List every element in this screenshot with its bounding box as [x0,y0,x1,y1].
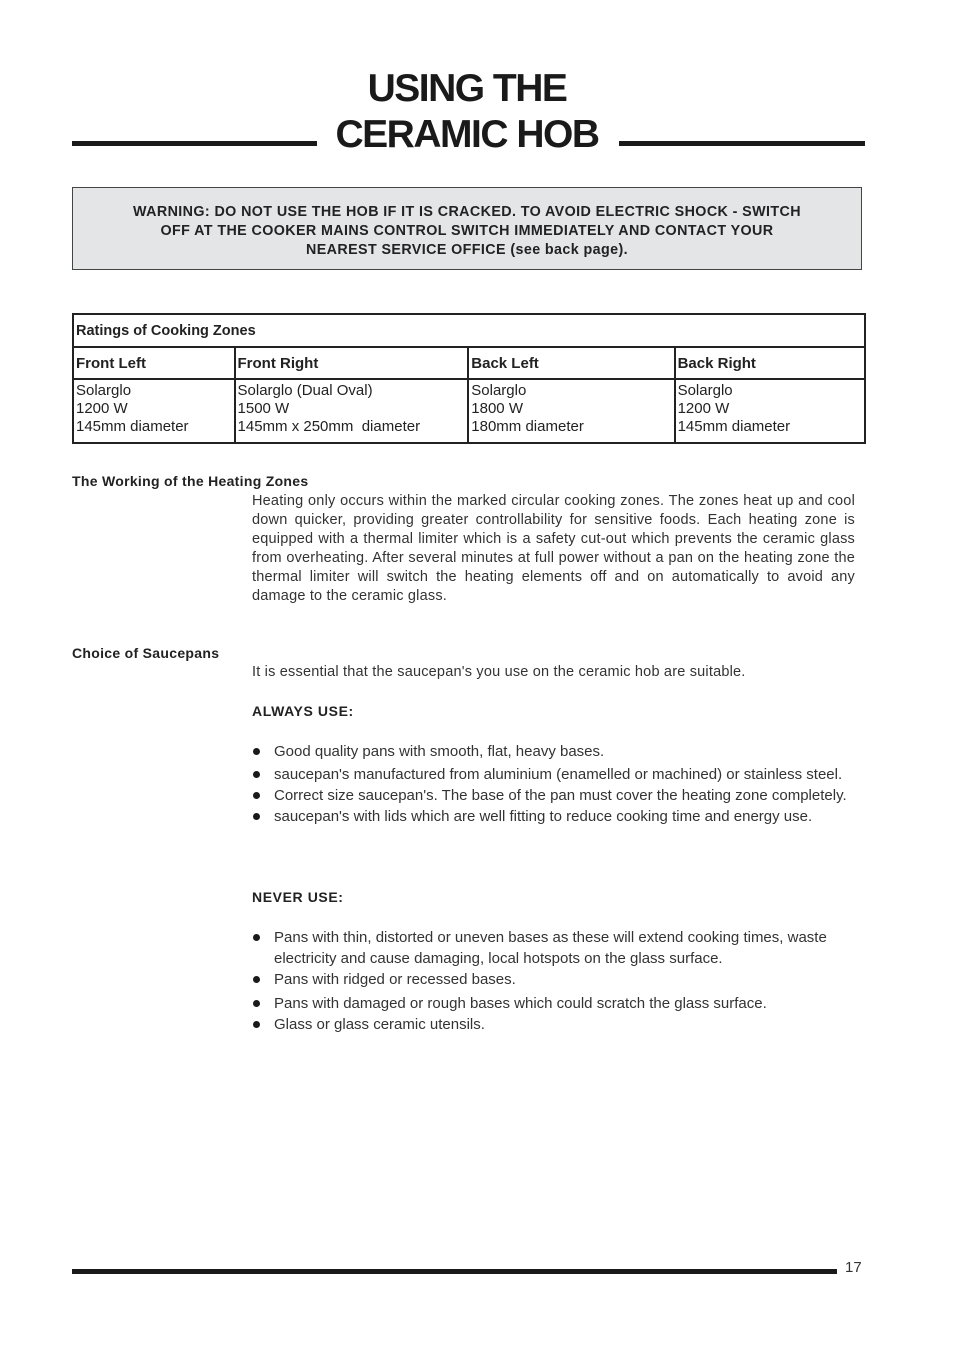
title-rule-left [72,141,317,146]
ratings-table [72,313,866,444]
front-right-power: 1500 W [237,400,290,417]
title-rule-right [619,141,865,146]
list-item-text: Pans with thin, distorted or uneven bases as these will extend cooking times, waste electricity and cause damaging, local hotspots on the glass surface. [274,929,827,967]
front-left-type: Solarglo [76,382,132,399]
list-item-text: saucepan's with lids which are well fitting to reduce cooking time and energy use. [274,808,813,825]
warning-line-1: WARNING: DO NOT USE THE HOB IF IT IS CRACKED. TO AVOID ELECTRIC SHOCK - SWITCH [133,204,801,220]
back-left-cell [468,379,674,443]
list-item [252,806,866,827]
column-header-back-right: Back Right [675,347,865,379]
bullet-icon [253,813,260,820]
column-header-back-left: Back Left [468,347,674,379]
list-item-text: Pans with ridged or recessed bases. [274,971,516,988]
bullet-icon [253,771,260,778]
footer-rule [72,1269,837,1274]
front-right-type: Solarglo (Dual Oval) [237,382,373,399]
front-right-size: 145mm x 250mm diameter [237,418,421,435]
front-left-power: 1200 W [76,400,128,417]
back-right-size: 145mm diameter [677,418,791,435]
heating-zones-heading: The Working of the Heating Zones [72,473,309,489]
list-item-text: saucepan's manufactured from aluminium (enamelled or machined) or stainless steel. [274,766,843,783]
column-header-front-left: Front Left [73,347,235,379]
warning-line-2: OFF AT THE COOKER MAINS CONTROL SWITCH IMMEDIATELY AND CONTACT YOUR [160,223,774,239]
warning-text [91,203,843,260]
back-right-power: 1200 W [677,400,730,417]
always-use-heading: ALWAYS USE: [252,703,354,719]
ratings-header-row [73,347,865,379]
list-item [252,764,866,785]
front-left-cell [73,379,235,443]
back-left-type: Solarglo [471,382,527,399]
warning-line-3: NEAREST SERVICE OFFICE (see back page). [305,242,628,258]
bullet-icon [253,934,260,941]
list-item-text: Correct size saucepan's. The base of the pan must cover the heating zone completely. [274,787,847,804]
saucepans-intro: It is essential that the saucepan's you use on the ceramic hob are suitable. [252,664,746,680]
list-item-text: Good quality pans with smooth, flat, heavy bases. [274,743,605,760]
ratings-caption: Ratings of Cooking Zones [73,314,865,347]
list-item [252,993,866,1014]
back-left-power: 1800 W [471,400,523,417]
ratings-caption-row [73,314,865,347]
list-item [252,741,866,762]
front-left-size: 145mm diameter [76,418,189,435]
list-item-text: Glass or glass ceramic utensils. [274,1016,485,1033]
column-header-front-right: Front Right [235,347,469,379]
back-right-cell [675,379,865,443]
bullet-icon [253,748,260,755]
warning-box [72,187,862,270]
list-item-text: Pans with damaged or rough bases which could scratch the glass surface. [274,995,767,1012]
bullet-icon [253,976,260,983]
saucepans-heading: Choice of Saucepans [72,645,220,661]
bullet-icon [253,1000,260,1007]
never-use-list [252,927,866,1035]
list-item [252,969,866,990]
page-number: 17 [845,1259,862,1276]
back-right-type: Solarglo [677,382,733,399]
heating-zones-body: Heating only occurs within the marked circular cooking zones. The zones heat up and cool down quicker, providing greater controllability for sensitive foods. Each heating zone is equipped with a thermal limiter which is a safety cut-out which prevents the ceramic glass from overheating. After several minutes at full power without a pan on the heating zone the thermal limiter will switch the heating elements off and on automatically to avoid any damage to the ceramic glass. [252,493,855,604]
bullet-icon [253,1021,260,1028]
list-item [252,927,866,969]
bullet-icon [253,792,260,799]
front-right-cell [235,379,469,443]
page-title-line-1: USING THE [367,67,567,110]
never-use-heading: NEVER USE: [252,889,344,905]
list-item [252,1014,866,1035]
back-left-size: 180mm diameter [471,418,584,435]
page-title-line-2: CERAMIC HOB [335,113,599,156]
ratings-data-row [73,379,865,443]
list-item [252,785,866,806]
always-use-list [252,741,866,827]
